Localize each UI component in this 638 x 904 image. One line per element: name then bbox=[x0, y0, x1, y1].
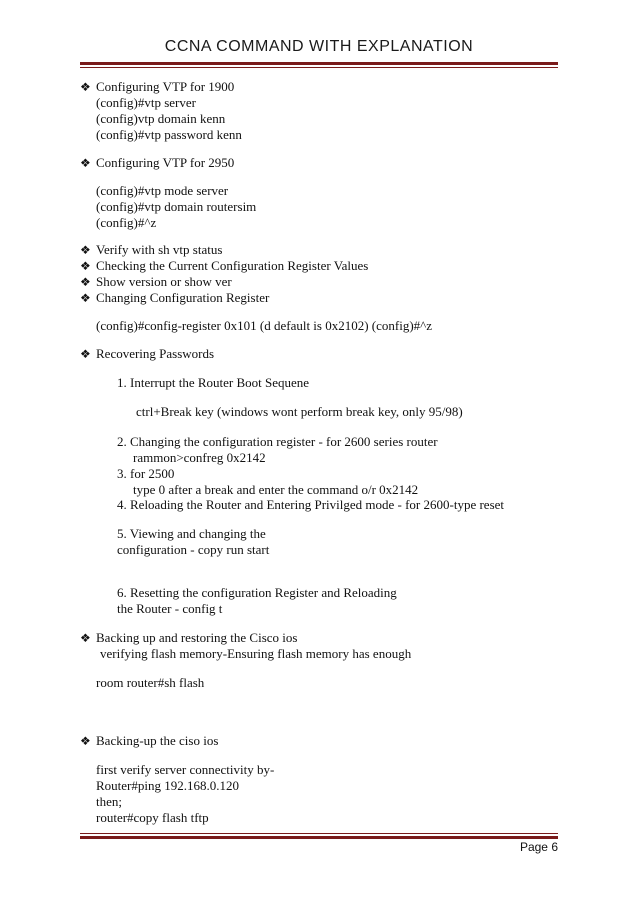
step-line: 3. for 2500 bbox=[117, 466, 175, 481]
command-line: (config)#vtp mode server bbox=[96, 183, 229, 198]
bullet-heading: Show version or show ver bbox=[96, 274, 232, 289]
diamond-bullet-icon: ❖ bbox=[80, 734, 91, 748]
page-number: Page 6 bbox=[519, 840, 558, 854]
diamond-bullet-icon: ❖ bbox=[80, 631, 91, 645]
diamond-bullet-icon: ❖ bbox=[80, 80, 91, 94]
diamond-bullet-icon: ❖ bbox=[80, 347, 91, 361]
command-line: (config)#vtp password kenn bbox=[96, 127, 242, 142]
command-line: (config)#^z bbox=[96, 215, 157, 230]
header-rule bbox=[80, 62, 558, 65]
bullet-heading: Configuring VTP for 2950 bbox=[96, 155, 235, 170]
command-line: room router#sh flash bbox=[96, 675, 205, 690]
step-line: 2. Changing the configuration register - for 2600 series router bbox=[117, 434, 438, 449]
step-line: the Router - config t bbox=[117, 601, 223, 616]
command-line: router#copy flash tftp bbox=[96, 810, 209, 825]
bullet-heading: Recovering Passwords bbox=[96, 346, 215, 361]
diamond-bullet-icon: ❖ bbox=[80, 156, 91, 170]
step-line: configuration - copy run start bbox=[117, 542, 270, 557]
text-line: then; bbox=[96, 794, 122, 809]
command-line: type 0 after a break and enter the command o/r 0x2142 bbox=[133, 482, 419, 497]
command-line: (config)#config-register 0x101 (d default is 0x2102) (config)#^z bbox=[96, 318, 433, 333]
command-line: (config)vtp domain kenn bbox=[96, 111, 226, 126]
footer-rule-thin bbox=[80, 833, 558, 834]
command-line: Router#ping 192.168.0.120 bbox=[96, 778, 239, 793]
diamond-bullet-icon: ❖ bbox=[80, 291, 91, 305]
step-line: 5. Viewing and changing the bbox=[117, 526, 266, 541]
diamond-bullet-icon: ❖ bbox=[80, 259, 91, 273]
text-line: verifying flash memory-Ensuring flash memory has enough bbox=[100, 646, 412, 661]
step-line: 1. Interrupt the Router Boot Sequene bbox=[117, 375, 310, 390]
command-line: rammon>confreg 0x2142 bbox=[133, 450, 266, 465]
diamond-bullet-icon: ❖ bbox=[80, 275, 91, 289]
header-rule-thin bbox=[80, 67, 558, 68]
bullet-heading: Backing-up the ciso ios bbox=[96, 733, 219, 748]
footer-rule bbox=[80, 836, 558, 839]
diamond-bullet-icon: ❖ bbox=[80, 243, 91, 257]
command-line: (config)#vtp domain routersim bbox=[96, 199, 257, 214]
bullet-heading: Checking the Current Configuration Register Values bbox=[96, 258, 369, 273]
text-line: first verify server connectivity by- bbox=[96, 762, 275, 777]
command-line: (config)#vtp server bbox=[96, 95, 196, 110]
step-line: 4. Reloading the Router and Entering Privilged mode - for 2600-type reset bbox=[117, 497, 505, 512]
page-header-title: CCNA COMMAND WITH EXPLANATION bbox=[164, 38, 474, 55]
bullet-heading: Changing Configuration Register bbox=[96, 290, 270, 305]
step-line: 6. Resetting the configuration Register and Reloading bbox=[117, 585, 397, 600]
command-line: ctrl+Break key (windows wont perform break key, only 95/98) bbox=[136, 404, 463, 419]
bullet-heading: Verify with sh vtp status bbox=[96, 242, 223, 257]
bullet-heading: Configuring VTP for 1900 bbox=[96, 79, 235, 94]
bullet-heading: Backing up and restoring the Cisco ios bbox=[96, 630, 298, 645]
